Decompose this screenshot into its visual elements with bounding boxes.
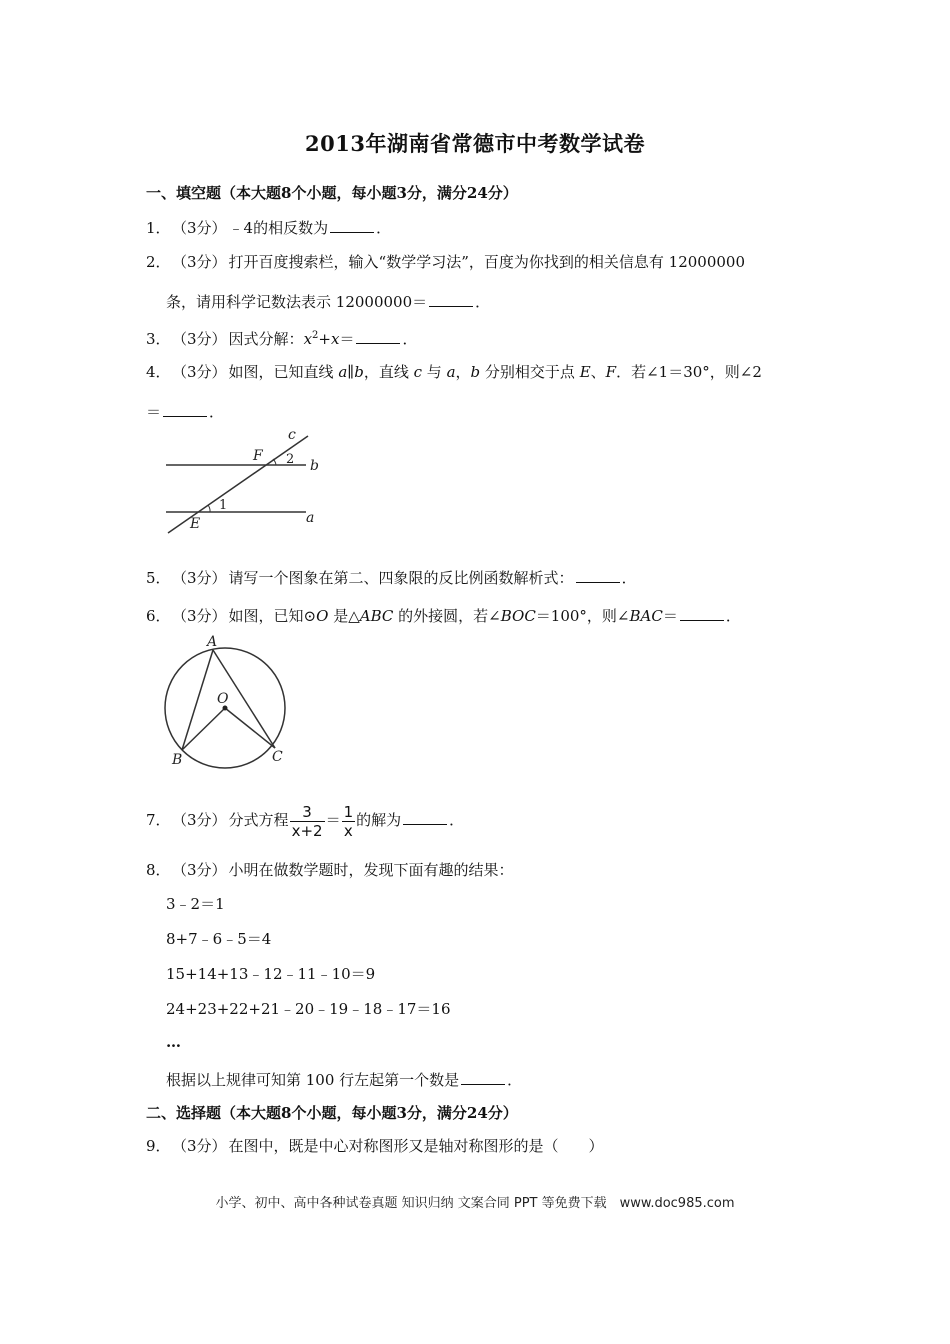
page-footer: 小学、初中、高中各种试卷真题 知识归纳 文案合同 PPT 等免费下载 www.doc985.com (215, 1196, 735, 1211)
question-6: 6．（3分） 如图，已知⊙O 是△ABC 的外接圆，若∠BOC＝100°，则∠BAC＝ ． (146, 604, 741, 626)
question-number: 5． (146, 569, 171, 587)
segment-OC (225, 708, 275, 748)
question-1: 1．（3分） ﹣4的相反数为 ． (146, 216, 391, 238)
pattern-row-2: 8+7﹣6﹣5＝4 (166, 930, 272, 948)
question-score: （3分） (172, 607, 227, 625)
section-heading-fill-in: 一、填空题（本大题8个小题，每小题3分，满分24分） (146, 184, 518, 202)
answer-blank (576, 566, 620, 583)
question-text: 条，请用科学记数法表示 12000000＝ (166, 293, 428, 311)
question-8-conclusion: 根据以上规律可知第 100 行左起第一个数是 ． (166, 1068, 522, 1090)
question-score: （3分） (172, 363, 227, 381)
label-F: F (253, 448, 263, 464)
question-3: 3．（3分） 因式分解：$x^2+x=$ ． (146, 326, 417, 349)
question-number: 4． (146, 363, 171, 381)
question-9: 9．（3分） 在图中，既是中心对称图形又是轴对称图形的是（ ） (146, 1137, 604, 1155)
question-score: （3分） (172, 253, 227, 271)
question-2 (146, 252, 745, 272)
pattern-row-4: 24+23+22+21﹣20﹣19﹣18﹣17＝16 (166, 1000, 451, 1018)
question-4-line-2: ＝ ． (146, 400, 224, 422)
label-B: B (172, 752, 183, 768)
question-number: 8． (146, 861, 171, 879)
question-4: 4．（3分） 如图，已知直线 a∥b，直线 c 与 a，b 分别相交于点 E、F．若∠1＝30°，则∠2 (146, 363, 762, 381)
question-score: （3分） (172, 1137, 227, 1155)
label-C: C (272, 749, 283, 765)
answer-blank (163, 400, 207, 417)
question-score: （3分） (172, 330, 227, 348)
answer-blank (330, 216, 374, 233)
question-2-line-2: 条，请用科学记数法表示 12000000＝ ． (166, 290, 490, 312)
question-8: 8．（3分） 小明在做数学题时，发现下面有趣的结果： (146, 861, 514, 879)
pattern-ellipsis: … (166, 1033, 181, 1051)
answer-blank (403, 808, 447, 825)
fraction-1-over-x: $\frac{1}{x}$ (343, 802, 354, 840)
parallel-lines-figure (160, 425, 330, 540)
answer-blank (356, 327, 400, 344)
pattern-row-1: 3﹣2＝1 (166, 895, 225, 913)
circumcircle-figure (160, 630, 295, 770)
section-heading-multiple-choice: 二、选择题（本大题8个小题，每小题3分，满分24分） (146, 1104, 518, 1122)
question-number: 3． (146, 330, 171, 348)
label-b: b (310, 458, 319, 474)
fraction-3-over-x-plus-2: $\frac{3}{x+2}$ (291, 802, 323, 840)
question-5: 5．（3分） 请写一个图象在第二、四象限的反比例函数解析式： ． (146, 566, 637, 588)
label-2: 2 (286, 452, 295, 467)
label-E: E (190, 516, 201, 532)
question-text: ﹣4的相反数为 (228, 219, 329, 237)
question-number: 6． (146, 607, 171, 625)
label-O: O (217, 691, 229, 707)
question-score: （3分） (172, 861, 227, 879)
answer-blank (680, 604, 724, 621)
question-number: 7． (146, 811, 171, 829)
question-score: （3分） (172, 219, 227, 237)
pattern-row-3: 15+14+13﹣12﹣11﹣10＝9 (166, 965, 376, 983)
question-number: 1． (146, 219, 171, 237)
question-score: （3分） (172, 569, 227, 587)
label-a: a (306, 510, 315, 526)
question-7: 7．（3分） 分式方程 $\frac{3}{x+2}$ ＝ $\frac{1}{x}$ 的解为 ． (146, 802, 465, 840)
question-text: 打开百度搜索栏，输入“数学学习法”，百度为你找到的相关信息有 12000000 (228, 253, 746, 271)
question-number: 9． (146, 1137, 171, 1155)
label-1: 1 (219, 498, 228, 513)
answer-blank (461, 1068, 505, 1085)
question-number: 2． (146, 253, 171, 271)
question-score: （3分） (172, 811, 227, 829)
page-title: 2013年湖南省常德市中考数学试卷 (305, 131, 645, 156)
answer-blank (429, 290, 473, 307)
line-c (168, 436, 308, 533)
angle-1-arc (208, 505, 210, 512)
label-c: c (288, 427, 296, 443)
label-A: A (207, 634, 218, 650)
